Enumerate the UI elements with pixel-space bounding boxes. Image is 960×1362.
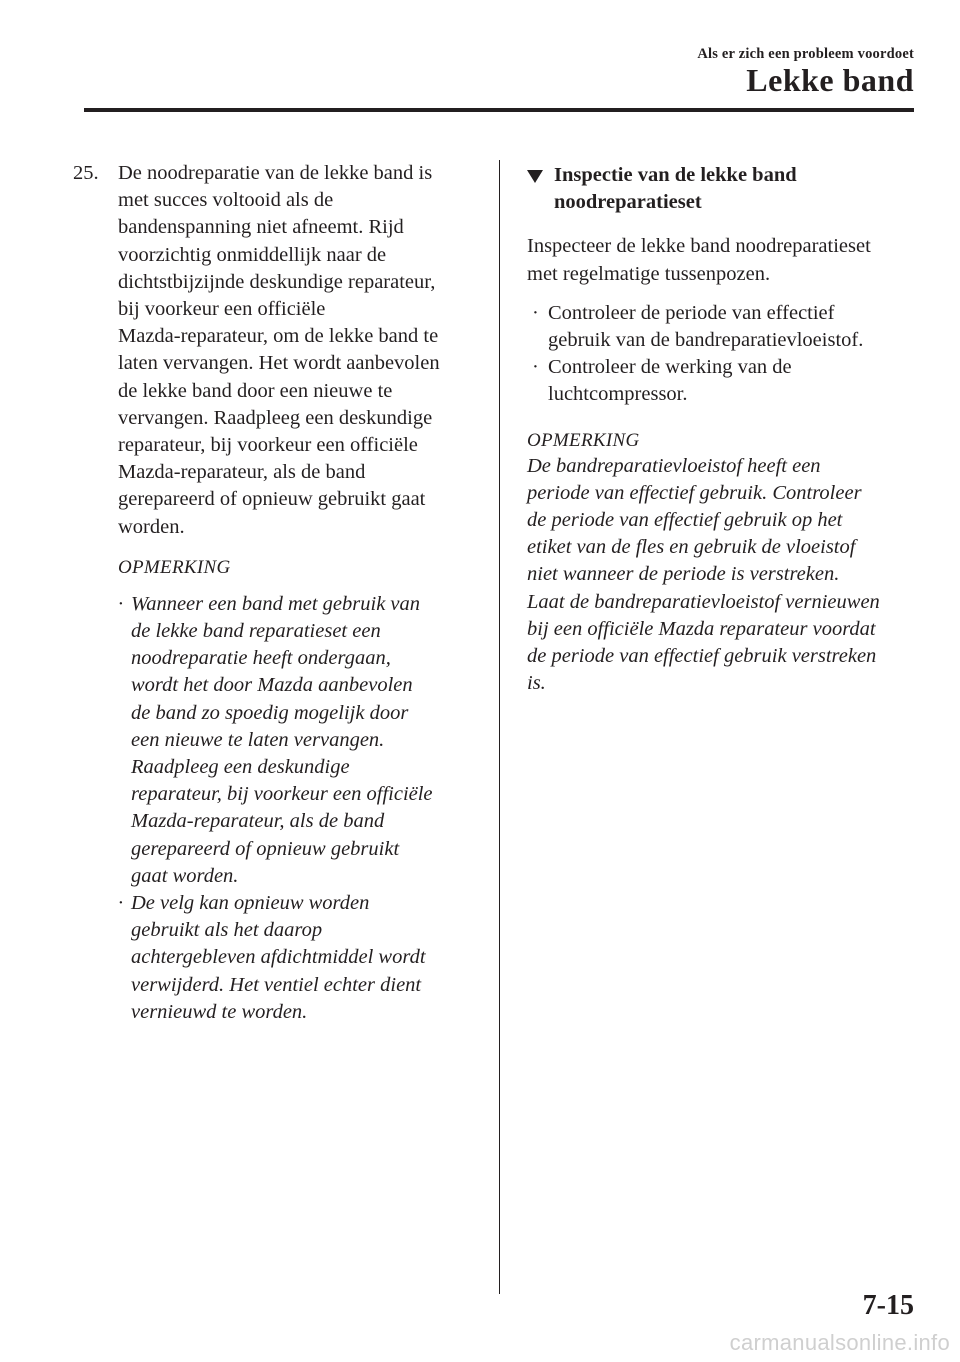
bullet-line: de band zo spoedig mogelijk door <box>131 701 409 724</box>
step-line: voorzichtig onmiddellijk naar de <box>118 243 387 266</box>
check-list <box>527 300 919 409</box>
note-paragraph <box>527 453 919 698</box>
note-line: etiket van de fles en gebruik de vloeistof <box>527 536 856 559</box>
column-divider <box>499 160 500 1294</box>
note-line: de periode van effectief gebruik verstreken <box>527 645 877 668</box>
note-line: periode van effectief gebruik. Controleer <box>527 481 862 504</box>
bullet-line: verwijderd. Het ventiel echter dient <box>131 973 422 996</box>
note-line: Laat de bandreparatievloeistof vernieuwen <box>527 590 880 613</box>
step-line: Mazda-reparateur, om de lekke band te <box>118 325 439 348</box>
step-number: 25. <box>73 162 99 184</box>
list-line: Controleer de werking van de <box>548 356 792 379</box>
step-25 <box>73 160 473 541</box>
step-line: Mazda-reparateur, als de band <box>118 461 366 484</box>
section-title-line: noodreparatieset <box>554 191 702 214</box>
bullet-icon: · <box>532 356 539 379</box>
list-line: gebruik van de bandreparatievloeistof. <box>548 329 864 352</box>
step-line: gerepareerd of opnieuw gebruikt gaat <box>118 488 426 511</box>
note-line: bij een officiële Mazda reparateur voordat <box>527 617 876 640</box>
header-rule <box>84 108 914 112</box>
section-heading <box>527 162 919 216</box>
note-bullet-item <box>73 890 473 1026</box>
step-line: laten vervangen. Het wordt aanbevolen <box>118 352 440 375</box>
bullet-line: Wanneer een band met gebruik van <box>131 592 421 615</box>
header-subtitle: Als er zich een probleem voordoet <box>697 46 914 62</box>
note-heading: OPMERKING <box>527 429 640 451</box>
step-line: De noodreparatie van de lekke band is <box>118 162 433 184</box>
bullet-line: noodreparatie heeft ondergaan, <box>131 647 391 670</box>
right-column <box>527 160 919 697</box>
note-line: de periode van effectief gebruik op het <box>527 509 843 532</box>
bullet-line: Mazda-reparateur, als de band <box>131 810 385 833</box>
bullet-line: gebruikt als het daarop <box>131 919 323 942</box>
bullet-line: reparateur, bij voorkeur een officiële <box>131 783 433 806</box>
bullet-line: gerepareerd of opnieuw gebruikt <box>131 837 400 860</box>
note-heading: OPMERKING <box>118 556 231 578</box>
bullet-icon: · <box>118 892 124 915</box>
step-line: worden. <box>118 515 185 538</box>
bullet-line: een nieuwe te laten vervangen. <box>131 728 385 751</box>
list-item <box>527 354 919 408</box>
list-item <box>527 300 919 354</box>
note-line: De bandreparatievloeistof heeft een <box>527 454 821 477</box>
bullet-line: wordt het door Mazda aanbevolen <box>131 674 413 697</box>
down-triangle-icon <box>527 170 543 183</box>
bullet-line: gaat worden. <box>131 864 239 887</box>
note-line: niet wanneer de periode is verstreken. <box>527 563 840 586</box>
section-title-line: Inspectie van de lekke band <box>554 164 797 186</box>
left-column <box>73 160 473 1026</box>
step-line: bandenspanning niet afneemt. Rijd <box>118 216 404 239</box>
intro-line: Inspecteer de lekke band noodreparatieset <box>527 235 871 258</box>
list-line: Controleer de periode van effectief <box>548 301 835 324</box>
step-line: vervangen. Raadpleeg een deskundige <box>118 406 433 429</box>
step-line: reparateur, bij voorkeur een officiële <box>118 434 418 457</box>
intro-line: met regelmatige tussenpozen. <box>527 262 771 285</box>
step-line: dichtstbijzijnde deskundige reparateur, <box>118 270 436 293</box>
note-bullet-item <box>73 591 473 890</box>
bullet-icon: · <box>532 301 539 324</box>
intro-paragraph <box>527 233 919 287</box>
list-line: luchtcompressor. <box>548 383 688 406</box>
bullet-line: De velg kan opnieuw worden <box>131 892 370 915</box>
bullet-line: vernieuwd te worden. <box>131 1000 308 1023</box>
step-line: de lekke band door een nieuwe te <box>118 379 393 402</box>
page-title: Lekke band <box>746 62 914 98</box>
note-line: is. <box>527 672 546 695</box>
bullet-line: achtergebleven afdichtmiddel wordt <box>131 946 426 969</box>
step-line: bij voorkeur een officiële <box>118 298 326 321</box>
page-number: 7-15 <box>862 1290 914 1321</box>
step-line: met succes voltooid als de <box>118 189 334 212</box>
bullet-line: Raadpleeg een deskundige <box>131 756 350 779</box>
bullet-line: de lekke band reparatieset een <box>131 620 381 643</box>
bullet-icon: · <box>118 592 124 615</box>
watermark: carmanualsonline.info <box>729 1330 950 1355</box>
